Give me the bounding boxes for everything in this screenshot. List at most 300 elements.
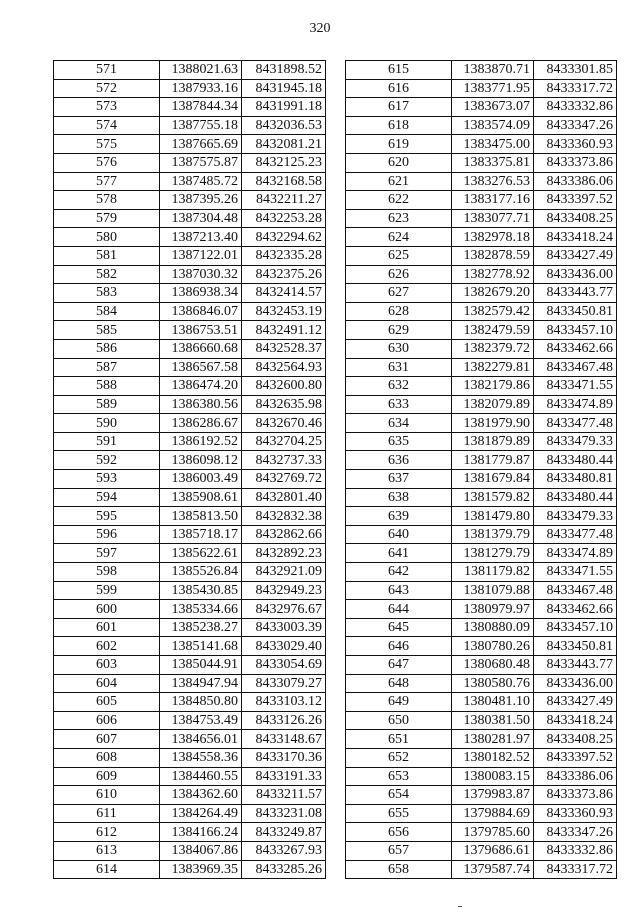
- table-row: [346, 693, 617, 712]
- point-number-cell: 578: [54, 191, 160, 210]
- table-row: [54, 525, 326, 544]
- table-row: [346, 358, 617, 377]
- point-number-cell: 594: [54, 488, 160, 507]
- point-number-cell: 607: [54, 730, 160, 749]
- point-number-cell: 624: [346, 228, 452, 247]
- point-number-cell: 623: [346, 209, 452, 228]
- x-coordinate-cell: 1387213.40: [160, 228, 242, 247]
- page-number: 320: [309, 21, 331, 36]
- table-row: [346, 656, 617, 675]
- y-coordinate-cell: 8432600.80: [242, 377, 326, 396]
- x-coordinate-cell: 1385430.85: [160, 581, 242, 600]
- point-number-cell: 616: [346, 79, 452, 98]
- table-row: [54, 98, 326, 117]
- y-coordinate-cell: 8432949.23: [242, 581, 326, 600]
- y-coordinate-cell: 8431898.52: [242, 61, 326, 80]
- table-row: [54, 823, 326, 842]
- table-row: [54, 321, 326, 340]
- point-number-cell: 606: [54, 711, 160, 730]
- point-number-cell: 640: [346, 525, 452, 544]
- y-coordinate-cell: 8433471.55: [534, 377, 617, 396]
- table-row: [346, 637, 617, 656]
- point-number-cell: 638: [346, 488, 452, 507]
- y-coordinate-cell: 8433249.87: [242, 823, 326, 842]
- point-number-cell: 574: [54, 116, 160, 135]
- table-row: [346, 61, 617, 80]
- table-row: [346, 525, 617, 544]
- table-row: [54, 432, 326, 451]
- y-coordinate-cell: 8432564.93: [242, 358, 326, 377]
- x-coordinate-cell: 1380481.10: [452, 693, 534, 712]
- x-coordinate-cell: 1385141.68: [160, 637, 242, 656]
- point-number-cell: 633: [346, 395, 452, 414]
- table-row: [346, 618, 617, 637]
- table-row: [54, 693, 326, 712]
- point-number-cell: 627: [346, 284, 452, 303]
- table-row: [346, 98, 617, 117]
- y-coordinate-cell: 8433450.81: [534, 637, 617, 656]
- x-coordinate-cell: 1380182.52: [452, 748, 534, 767]
- x-coordinate-cell: 1383077.71: [452, 209, 534, 228]
- y-coordinate-cell: 8433408.25: [534, 209, 617, 228]
- y-coordinate-cell: 8433418.24: [534, 711, 617, 730]
- y-coordinate-cell: 8433418.24: [534, 228, 617, 247]
- y-coordinate-cell: 8432125.23: [242, 153, 326, 172]
- point-number-cell: 612: [54, 823, 160, 842]
- table-row: [346, 748, 617, 767]
- table-row: [54, 265, 326, 284]
- point-number-cell: 628: [346, 302, 452, 321]
- point-number-cell: 577: [54, 172, 160, 191]
- table-row: [54, 748, 326, 767]
- x-coordinate-cell: 1382978.18: [452, 228, 534, 247]
- point-number-cell: 603: [54, 656, 160, 675]
- x-coordinate-cell: 1380580.76: [452, 674, 534, 693]
- x-coordinate-cell: 1384753.49: [160, 711, 242, 730]
- table-row: [54, 804, 326, 823]
- point-number-cell: 580: [54, 228, 160, 247]
- table-row: [54, 209, 326, 228]
- x-coordinate-cell: 1381279.79: [452, 544, 534, 563]
- table-row: [54, 507, 326, 526]
- table-row: [54, 172, 326, 191]
- table-row: [54, 116, 326, 135]
- table-row: [54, 451, 326, 470]
- x-coordinate-cell: 1387755.18: [160, 116, 242, 135]
- table-row: [346, 172, 617, 191]
- table-row: [346, 767, 617, 786]
- table-row: [346, 265, 617, 284]
- coordinate-table-right: [345, 60, 617, 879]
- table-row: [54, 841, 326, 860]
- y-coordinate-cell: 8433480.44: [534, 488, 617, 507]
- x-coordinate-cell: 1384067.86: [160, 841, 242, 860]
- y-coordinate-cell: 8432253.28: [242, 209, 326, 228]
- y-coordinate-cell: 8432036.53: [242, 116, 326, 135]
- table-row: [346, 841, 617, 860]
- table-row: [346, 79, 617, 98]
- y-coordinate-cell: 8433462.66: [534, 339, 617, 358]
- table-row: [346, 507, 617, 526]
- table-row: [346, 823, 617, 842]
- table-row: [346, 804, 617, 823]
- table-row: [346, 153, 617, 172]
- y-coordinate-cell: 8432211.27: [242, 191, 326, 210]
- point-number-cell: 615: [346, 61, 452, 80]
- table-row: [346, 432, 617, 451]
- point-number-cell: 598: [54, 563, 160, 582]
- y-coordinate-cell: 8433450.81: [534, 302, 617, 321]
- table-row: [54, 377, 326, 396]
- x-coordinate-cell: 1382179.86: [452, 377, 534, 396]
- table-row: [54, 656, 326, 675]
- point-number-cell: 584: [54, 302, 160, 321]
- x-coordinate-cell: 1387304.48: [160, 209, 242, 228]
- table-row: [346, 339, 617, 358]
- y-coordinate-cell: 8432414.57: [242, 284, 326, 303]
- y-coordinate-cell: 8433477.48: [534, 525, 617, 544]
- point-number-cell: 588: [54, 377, 160, 396]
- y-coordinate-cell: 8433231.08: [242, 804, 326, 823]
- point-number-cell: 619: [346, 135, 452, 154]
- y-coordinate-cell: 8432453.19: [242, 302, 326, 321]
- table-row: [346, 395, 617, 414]
- point-number-cell: 573: [54, 98, 160, 117]
- point-number-cell: 630: [346, 339, 452, 358]
- x-coordinate-cell: 1380979.97: [452, 600, 534, 619]
- x-coordinate-cell: 1387122.01: [160, 246, 242, 265]
- table-row: [346, 544, 617, 563]
- y-coordinate-cell: 8432081.21: [242, 135, 326, 154]
- table-row: [346, 786, 617, 805]
- x-coordinate-cell: 1381079.88: [452, 581, 534, 600]
- point-number-cell: 643: [346, 581, 452, 600]
- point-number-cell: 639: [346, 507, 452, 526]
- table-row: [54, 302, 326, 321]
- y-coordinate-cell: 8433373.86: [534, 786, 617, 805]
- y-coordinate-cell: 8433054.69: [242, 656, 326, 675]
- x-coordinate-cell: 1384460.55: [160, 767, 242, 786]
- point-number-cell: 575: [54, 135, 160, 154]
- y-coordinate-cell: 8433317.72: [534, 860, 617, 879]
- y-coordinate-cell: 8433360.93: [534, 135, 617, 154]
- y-coordinate-cell: 8433480.81: [534, 470, 617, 489]
- point-number-cell: 591: [54, 432, 160, 451]
- table-body: [346, 61, 617, 879]
- point-number-cell: 626: [346, 265, 452, 284]
- y-coordinate-cell: 8433301.85: [534, 61, 617, 80]
- point-number-cell: 652: [346, 748, 452, 767]
- x-coordinate-cell: 1382379.72: [452, 339, 534, 358]
- x-coordinate-cell: 1387395.26: [160, 191, 242, 210]
- x-coordinate-cell: 1380880.09: [452, 618, 534, 637]
- y-coordinate-cell: 8432491.12: [242, 321, 326, 340]
- x-coordinate-cell: 1387485.72: [160, 172, 242, 191]
- point-number-cell: 571: [54, 61, 160, 80]
- point-number-cell: 605: [54, 693, 160, 712]
- x-coordinate-cell: 1386938.34: [160, 284, 242, 303]
- table-row: [54, 767, 326, 786]
- point-number-cell: 648: [346, 674, 452, 693]
- point-number-cell: 656: [346, 823, 452, 842]
- point-number-cell: 657: [346, 841, 452, 860]
- point-number-cell: 589: [54, 395, 160, 414]
- x-coordinate-cell: 1382679.20: [452, 284, 534, 303]
- x-coordinate-cell: 1382878.59: [452, 246, 534, 265]
- point-number-cell: 625: [346, 246, 452, 265]
- table-body: [54, 61, 326, 879]
- y-coordinate-cell: 8433477.48: [534, 414, 617, 433]
- x-coordinate-cell: 1381879.89: [452, 432, 534, 451]
- x-coordinate-cell: 1385044.91: [160, 656, 242, 675]
- point-number-cell: 646: [346, 637, 452, 656]
- x-coordinate-cell: 1381579.82: [452, 488, 534, 507]
- table-row: [54, 191, 326, 210]
- y-coordinate-cell: 8432294.62: [242, 228, 326, 247]
- table-row: [54, 228, 326, 247]
- y-coordinate-cell: 8433427.49: [534, 693, 617, 712]
- y-coordinate-cell: 8433191.33: [242, 767, 326, 786]
- y-coordinate-cell: 8433436.00: [534, 265, 617, 284]
- x-coordinate-cell: 1387844.34: [160, 98, 242, 117]
- x-coordinate-cell: 1384362.60: [160, 786, 242, 805]
- table-row: [54, 246, 326, 265]
- x-coordinate-cell: 1383673.07: [452, 98, 534, 117]
- table-row: [346, 470, 617, 489]
- table-row: [54, 358, 326, 377]
- y-coordinate-cell: 8433003.39: [242, 618, 326, 637]
- point-number-cell: 592: [54, 451, 160, 470]
- point-number-cell: 644: [346, 600, 452, 619]
- table-row: [54, 618, 326, 637]
- x-coordinate-cell: 1387933.16: [160, 79, 242, 98]
- point-number-cell: 583: [54, 284, 160, 303]
- point-number-cell: 601: [54, 618, 160, 637]
- table-row: [346, 191, 617, 210]
- table-row: [54, 339, 326, 358]
- y-coordinate-cell: 8431991.18: [242, 98, 326, 117]
- y-coordinate-cell: 8432737.33: [242, 451, 326, 470]
- x-coordinate-cell: 1379884.69: [452, 804, 534, 823]
- x-coordinate-cell: 1386380.56: [160, 395, 242, 414]
- y-coordinate-cell: 8432635.98: [242, 395, 326, 414]
- y-coordinate-cell: 8432801.40: [242, 488, 326, 507]
- coordinate-table-left: [53, 60, 326, 879]
- x-coordinate-cell: 1383574.09: [452, 116, 534, 135]
- x-coordinate-cell: 1387665.69: [160, 135, 242, 154]
- y-coordinate-cell: 8433103.12: [242, 693, 326, 712]
- y-coordinate-cell: 8433436.00: [534, 674, 617, 693]
- y-coordinate-cell: 8432335.28: [242, 246, 326, 265]
- y-coordinate-cell: 8433443.77: [534, 284, 617, 303]
- x-coordinate-cell: 1382778.92: [452, 265, 534, 284]
- x-coordinate-cell: 1382279.81: [452, 358, 534, 377]
- y-coordinate-cell: 8433457.10: [534, 321, 617, 340]
- x-coordinate-cell: 1379587.74: [452, 860, 534, 879]
- x-coordinate-cell: 1385813.50: [160, 507, 242, 526]
- y-coordinate-cell: 8433467.48: [534, 358, 617, 377]
- table-row: [54, 414, 326, 433]
- x-coordinate-cell: 1381379.79: [452, 525, 534, 544]
- point-number-cell: 632: [346, 377, 452, 396]
- y-coordinate-cell: 8433474.89: [534, 544, 617, 563]
- y-coordinate-cell: 8433443.77: [534, 656, 617, 675]
- y-coordinate-cell: 8433170.36: [242, 748, 326, 767]
- point-number-cell: 620: [346, 153, 452, 172]
- point-number-cell: 609: [54, 767, 160, 786]
- point-number-cell: 587: [54, 358, 160, 377]
- table-row: [54, 711, 326, 730]
- point-number-cell: 590: [54, 414, 160, 433]
- x-coordinate-cell: 1380281.97: [452, 730, 534, 749]
- y-coordinate-cell: 8433479.33: [534, 432, 617, 451]
- x-coordinate-cell: 1384558.36: [160, 748, 242, 767]
- table-row: [54, 563, 326, 582]
- table-row: [54, 61, 326, 80]
- x-coordinate-cell: 1385908.61: [160, 488, 242, 507]
- point-number-cell: 613: [54, 841, 160, 860]
- point-number-cell: 582: [54, 265, 160, 284]
- x-coordinate-cell: 1386753.51: [160, 321, 242, 340]
- table-row: [54, 79, 326, 98]
- table-row: [54, 637, 326, 656]
- y-coordinate-cell: 8433079.27: [242, 674, 326, 693]
- x-coordinate-cell: 1386286.67: [160, 414, 242, 433]
- table-row: [54, 600, 326, 619]
- table-row: [346, 674, 617, 693]
- x-coordinate-cell: 1386567.58: [160, 358, 242, 377]
- y-coordinate-cell: 8433347.26: [534, 116, 617, 135]
- table-row: [54, 470, 326, 489]
- y-coordinate-cell: 8433471.55: [534, 563, 617, 582]
- y-coordinate-cell: 8432670.46: [242, 414, 326, 433]
- table-row: [346, 284, 617, 303]
- x-coordinate-cell: 1380680.48: [452, 656, 534, 675]
- table-row: [54, 395, 326, 414]
- y-coordinate-cell: 8433480.44: [534, 451, 617, 470]
- x-coordinate-cell: 1387575.87: [160, 153, 242, 172]
- x-coordinate-cell: 1388021.63: [160, 61, 242, 80]
- y-coordinate-cell: 8433462.66: [534, 600, 617, 619]
- x-coordinate-cell: 1383969.35: [160, 860, 242, 879]
- y-coordinate-cell: 8432832.38: [242, 507, 326, 526]
- x-coordinate-cell: 1385526.84: [160, 563, 242, 582]
- y-coordinate-cell: 8433211.57: [242, 786, 326, 805]
- y-coordinate-cell: 8433373.86: [534, 153, 617, 172]
- point-number-cell: 593: [54, 470, 160, 489]
- point-number-cell: 655: [346, 804, 452, 823]
- point-number-cell: 604: [54, 674, 160, 693]
- y-coordinate-cell: 8432976.67: [242, 600, 326, 619]
- scan-mark: [458, 906, 462, 907]
- x-coordinate-cell: 1382579.42: [452, 302, 534, 321]
- table-row: [346, 451, 617, 470]
- x-coordinate-cell: 1384166.24: [160, 823, 242, 842]
- table-row: [346, 711, 617, 730]
- point-number-cell: 634: [346, 414, 452, 433]
- point-number-cell: 654: [346, 786, 452, 805]
- table-row: [54, 730, 326, 749]
- table-row: [346, 377, 617, 396]
- x-coordinate-cell: 1381479.80: [452, 507, 534, 526]
- y-coordinate-cell: 8433479.33: [534, 507, 617, 526]
- table-row: [54, 581, 326, 600]
- table-row: [346, 581, 617, 600]
- point-number-cell: 576: [54, 153, 160, 172]
- point-number-cell: 651: [346, 730, 452, 749]
- y-coordinate-cell: 8433347.26: [534, 823, 617, 842]
- y-coordinate-cell: 8433029.40: [242, 637, 326, 656]
- point-number-cell: 658: [346, 860, 452, 879]
- point-number-cell: 614: [54, 860, 160, 879]
- y-coordinate-cell: 8433317.72: [534, 79, 617, 98]
- x-coordinate-cell: 1386846.07: [160, 302, 242, 321]
- table-row: [54, 860, 326, 879]
- point-number-cell: 649: [346, 693, 452, 712]
- y-coordinate-cell: 8433467.48: [534, 581, 617, 600]
- y-coordinate-cell: 8432375.26: [242, 265, 326, 284]
- point-number-cell: 602: [54, 637, 160, 656]
- table-row: [54, 284, 326, 303]
- point-number-cell: 608: [54, 748, 160, 767]
- point-number-cell: 572: [54, 79, 160, 98]
- y-coordinate-cell: 8432921.09: [242, 563, 326, 582]
- table-row: [346, 246, 617, 265]
- y-coordinate-cell: 8432769.72: [242, 470, 326, 489]
- x-coordinate-cell: 1384264.49: [160, 804, 242, 823]
- x-coordinate-cell: 1382479.59: [452, 321, 534, 340]
- x-coordinate-cell: 1380083.15: [452, 767, 534, 786]
- x-coordinate-cell: 1387030.32: [160, 265, 242, 284]
- y-coordinate-cell: 8432892.23: [242, 544, 326, 563]
- table-row: [346, 209, 617, 228]
- table-row: [346, 228, 617, 247]
- x-coordinate-cell: 1383771.95: [452, 79, 534, 98]
- table-row: [346, 563, 617, 582]
- x-coordinate-cell: 1381679.84: [452, 470, 534, 489]
- point-number-cell: 586: [54, 339, 160, 358]
- point-number-cell: 610: [54, 786, 160, 805]
- x-coordinate-cell: 1381979.90: [452, 414, 534, 433]
- point-number-cell: 579: [54, 209, 160, 228]
- y-coordinate-cell: 8431945.18: [242, 79, 326, 98]
- y-coordinate-cell: 8432862.66: [242, 525, 326, 544]
- point-number-cell: 622: [346, 191, 452, 210]
- table-row: [54, 786, 326, 805]
- x-coordinate-cell: 1383276.53: [452, 172, 534, 191]
- y-coordinate-cell: 8433457.10: [534, 618, 617, 637]
- x-coordinate-cell: 1383375.81: [452, 153, 534, 172]
- x-coordinate-cell: 1385718.17: [160, 525, 242, 544]
- x-coordinate-cell: 1386660.68: [160, 339, 242, 358]
- point-number-cell: 637: [346, 470, 452, 489]
- x-coordinate-cell: 1384850.80: [160, 693, 242, 712]
- y-coordinate-cell: 8433332.86: [534, 98, 617, 117]
- point-number-cell: 618: [346, 116, 452, 135]
- x-coordinate-cell: 1383870.71: [452, 61, 534, 80]
- table-row: [346, 135, 617, 154]
- x-coordinate-cell: 1379686.61: [452, 841, 534, 860]
- point-number-cell: 650: [346, 711, 452, 730]
- y-coordinate-cell: 8433427.49: [534, 246, 617, 265]
- point-number-cell: 611: [54, 804, 160, 823]
- x-coordinate-cell: 1379983.87: [452, 786, 534, 805]
- table-row: [54, 544, 326, 563]
- x-coordinate-cell: 1381779.87: [452, 451, 534, 470]
- point-number-cell: 645: [346, 618, 452, 637]
- x-coordinate-cell: 1384656.01: [160, 730, 242, 749]
- table-row: [346, 116, 617, 135]
